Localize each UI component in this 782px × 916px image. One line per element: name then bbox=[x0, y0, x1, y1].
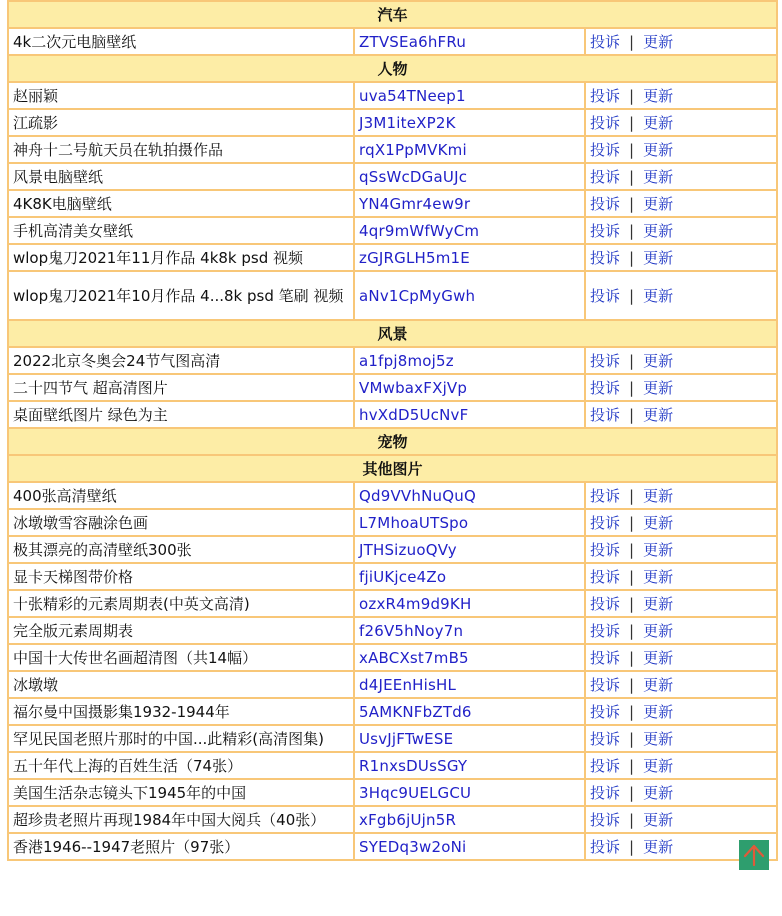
item-actions bbox=[585, 779, 777, 806]
update-link[interactable]: 更新 bbox=[643, 729, 674, 748]
item-name: 显卡天梯图带价格 bbox=[8, 563, 354, 590]
item-code[interactable]: Qd9VVhNuQuQ bbox=[354, 482, 585, 509]
table-row bbox=[8, 617, 777, 644]
update-link[interactable]: 更新 bbox=[643, 702, 674, 721]
item-code[interactable]: d4JEEnHisHL bbox=[354, 671, 585, 698]
update-link[interactable]: 更新 bbox=[643, 167, 674, 186]
item-code[interactable]: 3Hqc9UELGCU bbox=[354, 779, 585, 806]
table-row bbox=[8, 698, 777, 725]
category-header bbox=[8, 320, 777, 347]
item-actions bbox=[585, 536, 777, 563]
item-actions bbox=[585, 725, 777, 752]
category-title: 宠物 bbox=[8, 428, 777, 455]
complain-link[interactable]: 投诉 bbox=[590, 540, 621, 559]
complain-link[interactable]: 投诉 bbox=[590, 140, 621, 159]
complain-link[interactable]: 投诉 bbox=[590, 648, 621, 667]
item-code[interactable]: R1nxsDUsSGY bbox=[354, 752, 585, 779]
complain-link[interactable]: 投诉 bbox=[590, 378, 621, 397]
item-actions bbox=[585, 347, 777, 374]
complain-link[interactable]: 投诉 bbox=[590, 675, 621, 694]
table-row bbox=[8, 374, 777, 401]
table-row bbox=[8, 217, 777, 244]
action-separator: | bbox=[629, 540, 635, 559]
item-name: 完全版元素周期表 bbox=[8, 617, 354, 644]
item-actions bbox=[585, 109, 777, 136]
complain-link[interactable]: 投诉 bbox=[590, 783, 621, 802]
item-actions bbox=[585, 217, 777, 244]
item-actions bbox=[585, 509, 777, 536]
update-link[interactable]: 更新 bbox=[643, 756, 674, 775]
item-actions bbox=[585, 671, 777, 698]
item-code[interactable]: fjiUKjce4Zo bbox=[354, 563, 585, 590]
action-separator: | bbox=[629, 513, 635, 532]
item-actions bbox=[585, 190, 777, 217]
category-header bbox=[8, 455, 777, 482]
item-actions bbox=[585, 590, 777, 617]
resource-table bbox=[7, 0, 778, 861]
item-code[interactable]: VMwbaxFXjVp bbox=[354, 374, 585, 401]
item-code[interactable]: YN4Gmr4ew9r bbox=[354, 190, 585, 217]
item-name: wlop鬼刀2021年11月作品 4k8k psd 视频 bbox=[8, 244, 354, 271]
item-name: 桌面壁纸图片 绿色为主 bbox=[8, 401, 354, 428]
complain-link[interactable]: 投诉 bbox=[590, 86, 621, 105]
table-row bbox=[8, 671, 777, 698]
item-name: 江疏影 bbox=[8, 109, 354, 136]
table-row bbox=[8, 482, 777, 509]
action-separator: | bbox=[629, 351, 635, 370]
update-link[interactable]: 更新 bbox=[643, 675, 674, 694]
item-name: 二十四节气 超高清图片 bbox=[8, 374, 354, 401]
complain-link[interactable]: 投诉 bbox=[590, 756, 621, 775]
item-name: 香港1946--1947老照片（97张） bbox=[8, 833, 354, 860]
complain-link[interactable]: 投诉 bbox=[590, 567, 621, 586]
update-link[interactable]: 更新 bbox=[643, 405, 674, 424]
action-separator: | bbox=[629, 594, 635, 613]
item-name: 2022北京冬奥会24节气图高清 bbox=[8, 347, 354, 374]
complain-link[interactable]: 投诉 bbox=[590, 32, 621, 51]
table-row bbox=[8, 28, 777, 55]
item-name: wlop鬼刀2021年10月作品 4...8k psd 笔刷 视频 bbox=[8, 271, 354, 320]
item-name: 五十年代上海的百姓生活（74张） bbox=[8, 752, 354, 779]
item-actions bbox=[585, 563, 777, 590]
table-row bbox=[8, 779, 777, 806]
item-code[interactable]: ZTVSEa6hFRu bbox=[354, 28, 585, 55]
item-code[interactable]: 4qr9mWfWyCm bbox=[354, 217, 585, 244]
table-row bbox=[8, 644, 777, 671]
back-to-top-button[interactable] bbox=[739, 840, 769, 870]
arrow-up-icon bbox=[742, 843, 766, 867]
action-separator: | bbox=[629, 248, 635, 267]
complain-link[interactable]: 投诉 bbox=[590, 248, 621, 267]
action-separator: | bbox=[629, 621, 635, 640]
item-name: 4k二次元电脑壁纸 bbox=[8, 28, 354, 55]
item-code[interactable]: aNv1CpMyGwh bbox=[354, 271, 585, 320]
complain-link[interactable]: 投诉 bbox=[590, 286, 621, 305]
item-actions bbox=[585, 28, 777, 55]
item-actions bbox=[585, 136, 777, 163]
action-separator: | bbox=[629, 194, 635, 213]
complain-link[interactable]: 投诉 bbox=[590, 810, 621, 829]
update-link[interactable]: 更新 bbox=[643, 86, 674, 105]
item-code[interactable]: a1fpj8moj5z bbox=[354, 347, 585, 374]
complain-link[interactable]: 投诉 bbox=[590, 486, 621, 505]
item-name: 超珍贵老照片再现1984年中国大阅兵（40张） bbox=[8, 806, 354, 833]
update-link[interactable]: 更新 bbox=[643, 540, 674, 559]
complain-link[interactable]: 投诉 bbox=[590, 513, 621, 532]
complain-link[interactable]: 投诉 bbox=[590, 113, 621, 132]
action-separator: | bbox=[629, 486, 635, 505]
complain-link[interactable]: 投诉 bbox=[590, 167, 621, 186]
action-separator: | bbox=[629, 405, 635, 424]
update-link[interactable]: 更新 bbox=[643, 378, 674, 397]
table-row bbox=[8, 347, 777, 374]
table-row bbox=[8, 244, 777, 271]
action-separator: | bbox=[629, 756, 635, 775]
update-link[interactable]: 更新 bbox=[643, 567, 674, 586]
item-actions bbox=[585, 244, 777, 271]
action-separator: | bbox=[629, 113, 635, 132]
table-row bbox=[8, 725, 777, 752]
table-row bbox=[8, 509, 777, 536]
category-title: 风景 bbox=[8, 320, 777, 347]
table-row bbox=[8, 136, 777, 163]
update-link[interactable]: 更新 bbox=[643, 140, 674, 159]
table-row bbox=[8, 271, 777, 320]
action-separator: | bbox=[629, 32, 635, 51]
update-link[interactable]: 更新 bbox=[643, 221, 674, 240]
item-code[interactable]: SYEDq3w2oNi bbox=[354, 833, 585, 860]
item-name: 福尔曼中国摄影集1932-1944年 bbox=[8, 698, 354, 725]
item-name: 罕见民国老照片那时的中国...此精彩(高清图集) bbox=[8, 725, 354, 752]
category-title: 人物 bbox=[8, 55, 777, 82]
complain-link[interactable]: 投诉 bbox=[590, 405, 621, 424]
item-name: 美国生活杂志镜头下1945年的中国 bbox=[8, 779, 354, 806]
update-link[interactable]: 更新 bbox=[643, 486, 674, 505]
complain-link[interactable]: 投诉 bbox=[590, 194, 621, 213]
table-row bbox=[8, 109, 777, 136]
item-code[interactable]: JTHSizuoQVy bbox=[354, 536, 585, 563]
item-code[interactable]: f26V5hNoy7n bbox=[354, 617, 585, 644]
item-actions bbox=[585, 698, 777, 725]
category-title: 其他图片 bbox=[8, 455, 777, 482]
table-row bbox=[8, 82, 777, 109]
item-actions bbox=[585, 82, 777, 109]
complain-link[interactable]: 投诉 bbox=[590, 221, 621, 240]
item-name: 极其漂亮的高清壁纸300张 bbox=[8, 536, 354, 563]
item-name: 4K8K电脑壁纸 bbox=[8, 190, 354, 217]
item-actions bbox=[585, 806, 777, 833]
action-separator: | bbox=[629, 286, 635, 305]
update-link[interactable]: 更新 bbox=[643, 837, 674, 856]
table-row bbox=[8, 163, 777, 190]
action-separator: | bbox=[629, 783, 635, 802]
table-row bbox=[8, 590, 777, 617]
complain-link[interactable]: 投诉 bbox=[590, 837, 621, 856]
item-actions bbox=[585, 401, 777, 428]
table-row bbox=[8, 401, 777, 428]
item-code[interactable]: xFgb6jUjn5R bbox=[354, 806, 585, 833]
action-separator: | bbox=[629, 810, 635, 829]
item-code[interactable]: qSsWcDGaUJc bbox=[354, 163, 585, 190]
item-name: 冰墩墩雪容融涂色画 bbox=[8, 509, 354, 536]
update-link[interactable]: 更新 bbox=[643, 194, 674, 213]
complain-link[interactable]: 投诉 bbox=[590, 594, 621, 613]
complain-link[interactable]: 投诉 bbox=[590, 621, 621, 640]
action-separator: | bbox=[629, 140, 635, 159]
update-link[interactable]: 更新 bbox=[643, 810, 674, 829]
item-actions bbox=[585, 163, 777, 190]
item-actions bbox=[585, 271, 777, 320]
table-row bbox=[8, 752, 777, 779]
table-row bbox=[8, 536, 777, 563]
item-name: 400张高清壁纸 bbox=[8, 482, 354, 509]
update-link[interactable]: 更新 bbox=[643, 113, 674, 132]
item-code[interactable]: zGJRGLH5m1E bbox=[354, 244, 585, 271]
item-actions bbox=[585, 644, 777, 671]
action-separator: | bbox=[629, 675, 635, 694]
item-code[interactable]: J3M1iteXP2K bbox=[354, 109, 585, 136]
action-separator: | bbox=[629, 167, 635, 186]
update-link[interactable]: 更新 bbox=[643, 351, 674, 370]
item-actions bbox=[585, 752, 777, 779]
item-name: 中国十大传世名画超清图（共14幅） bbox=[8, 644, 354, 671]
item-name: 十张精彩的元素周期表(中英文高清) bbox=[8, 590, 354, 617]
action-separator: | bbox=[629, 729, 635, 748]
item-code[interactable]: ozxR4m9d9KH bbox=[354, 590, 585, 617]
complain-link[interactable]: 投诉 bbox=[590, 702, 621, 721]
table-row bbox=[8, 806, 777, 833]
action-separator: | bbox=[629, 702, 635, 721]
item-code[interactable]: L7MhoaUTSpo bbox=[354, 509, 585, 536]
item-actions bbox=[585, 482, 777, 509]
item-code[interactable]: 5AMKNFbZTd6 bbox=[354, 698, 585, 725]
category-header bbox=[8, 428, 777, 455]
item-actions bbox=[585, 617, 777, 644]
item-name: 冰墩墩 bbox=[8, 671, 354, 698]
category-header bbox=[8, 55, 777, 82]
update-link[interactable]: 更新 bbox=[643, 286, 674, 305]
update-link[interactable]: 更新 bbox=[643, 248, 674, 267]
category-title: 汽车 bbox=[8, 1, 777, 28]
item-name: 手机高清美女壁纸 bbox=[8, 217, 354, 244]
table-row bbox=[8, 563, 777, 590]
item-code[interactable]: rqX1PpMVKmi bbox=[354, 136, 585, 163]
complain-link[interactable]: 投诉 bbox=[590, 729, 621, 748]
item-actions bbox=[585, 374, 777, 401]
item-code[interactable]: xABCXst7mB5 bbox=[354, 644, 585, 671]
action-separator: | bbox=[629, 86, 635, 105]
update-link[interactable]: 更新 bbox=[643, 648, 674, 667]
action-separator: | bbox=[629, 567, 635, 586]
complain-link[interactable]: 投诉 bbox=[590, 351, 621, 370]
action-separator: | bbox=[629, 837, 635, 856]
item-code[interactable]: UsvJjFTwESE bbox=[354, 725, 585, 752]
table-row bbox=[8, 833, 777, 860]
update-link[interactable]: 更新 bbox=[643, 783, 674, 802]
table-row bbox=[8, 190, 777, 217]
item-code[interactable]: hvXdD5UcNvF bbox=[354, 401, 585, 428]
item-name: 赵丽颖 bbox=[8, 82, 354, 109]
item-code[interactable]: uva54TNeep1 bbox=[354, 82, 585, 109]
item-name: 风景电脑壁纸 bbox=[8, 163, 354, 190]
action-separator: | bbox=[629, 221, 635, 240]
update-link[interactable]: 更新 bbox=[643, 594, 674, 613]
update-link[interactable]: 更新 bbox=[643, 32, 674, 51]
update-link[interactable]: 更新 bbox=[643, 513, 674, 532]
category-header bbox=[8, 1, 777, 28]
item-name: 神舟十二号航天员在轨拍摄作品 bbox=[8, 136, 354, 163]
update-link[interactable]: 更新 bbox=[643, 621, 674, 640]
action-separator: | bbox=[629, 648, 635, 667]
action-separator: | bbox=[629, 378, 635, 397]
